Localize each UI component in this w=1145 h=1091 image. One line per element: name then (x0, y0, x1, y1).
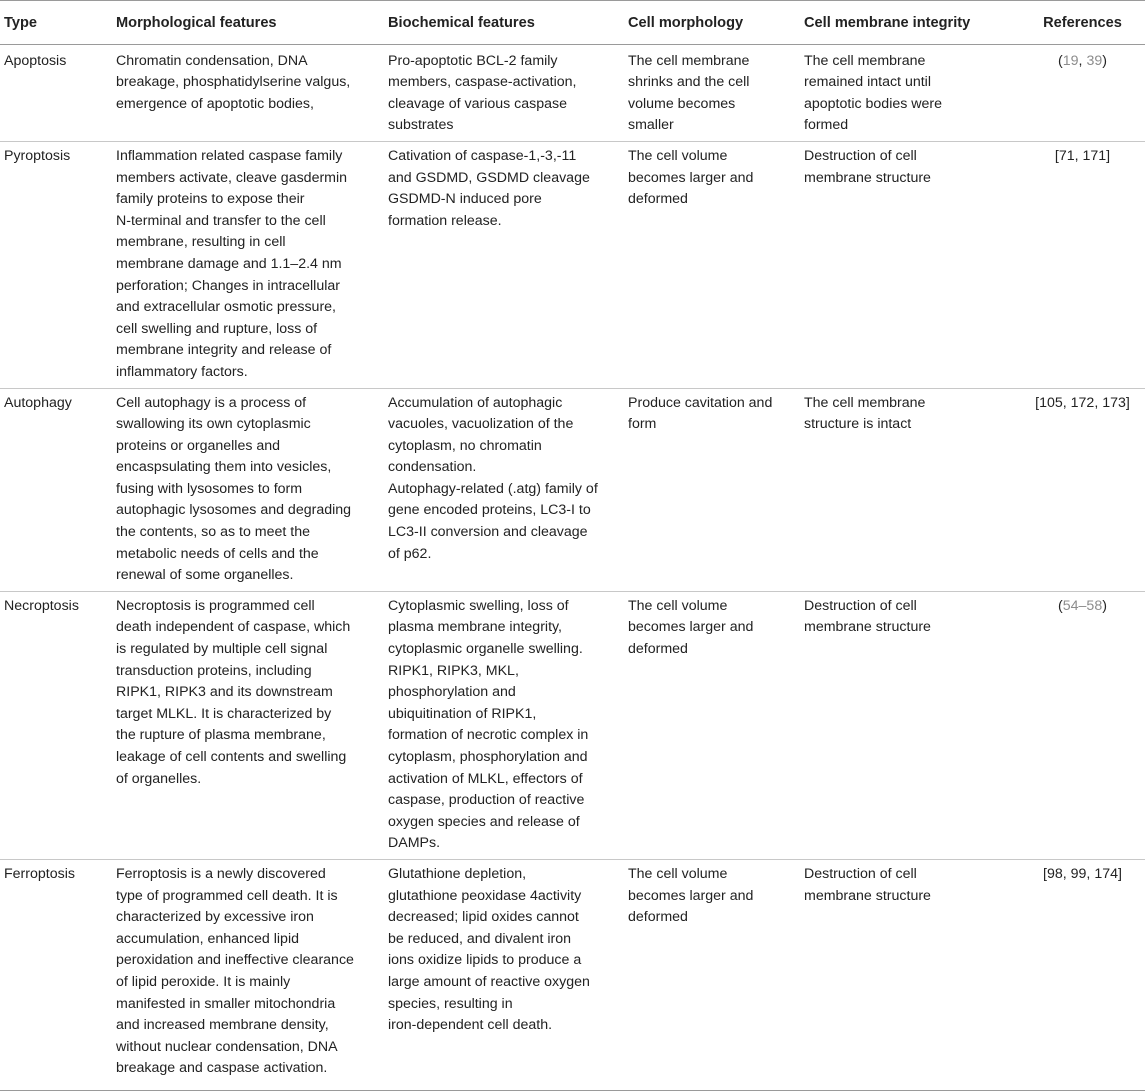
cell-membrane-integrity: Destruction of cell membrane structure (800, 591, 1020, 859)
ref-bracket-close: ) (1102, 597, 1107, 614)
cell-biochemical-features: Accumulation of autophagic vacuoles, vacuolization of the cytoplasm, no chromatin condensation. Autophagy-related (.atg) family of gene encoded proteins, LC3-I to LC3-II conversion and cleavage of p62. (384, 388, 624, 591)
cell-morphological-features: Chromatin condensation, DNA breakage, phosphatidylserine valgus, emergence of apoptotic bodies, (112, 44, 384, 141)
cell-membrane-integrity: Destruction of cell membrane structure (800, 859, 1020, 1090)
header-cell-membrane-integrity: Cell membrane integrity (800, 1, 1020, 45)
cell-references: [98, 99, 174] (1020, 859, 1145, 1090)
cell-biochemical-features: Glutathione depletion, glutathione peoxidase 4activity decreased; lipid oxides cannot be reduced, and divalent iron ions oxidize lipids to produce a large amount of reactive oxygen species, resulting in iron-dependent cell death. (384, 859, 624, 1090)
cell-morphological-features: Ferroptosis is a newly discovered type of programmed cell death. It is characterized by excessive iron accumulation, enhanced lipid peroxidation and ineffective clearance of lipid peroxide. It is mainly manifested in smaller mitochondria and increased membrane density, without nuclear condensation, DNA breakage and caspase activation. (112, 859, 384, 1090)
header-references: References (1020, 1, 1145, 45)
cell-references (1020, 44, 1145, 141)
cell-membrane-integrity: Destruction of cell membrane structure (800, 141, 1020, 388)
cell-cell-morphology: The cell volume becomes larger and deformed (624, 141, 800, 388)
header-row (0, 1, 1145, 45)
cell-references: [71, 171] (1020, 141, 1145, 388)
cell-cell-morphology: The cell membrane shrinks and the cell volume becomes smaller (624, 44, 800, 141)
cell-biochemical-features: Pro-apoptotic BCL-2 family members, caspase-activation, cleavage of various caspase substrates (384, 44, 624, 141)
ref-bracket-close: ) (1102, 52, 1107, 69)
header-morphological-features: Morphological features (112, 1, 384, 45)
cell-type: Autophagy (0, 388, 112, 591)
cell-morphological-features: Inflammation related caspase family members activate, cleave gasdermin family proteins to expose their N-terminal and transfer to the cell membrane, resulting in cell membrane damage and 1.1–2.4 nm perforation; Changes in intracellular and extracellular osmotic pressure, cell swelling and rupture, loss of membrane integrity and release of inflammatory factors. (112, 141, 384, 388)
reference-link[interactable]: 39 (1086, 52, 1103, 69)
ref-bracket-open: ( (1058, 52, 1063, 69)
header-biochemical-features: Biochemical features (384, 1, 624, 45)
cell-morphological-features: Necroptosis is programmed cell death independent of caspase, which is regulated by multiple cell signal transduction proteins, including RIPK1, RIPK3 and its downstream target MLKL. It is characterized by the rupture of plasma membrane, leakage of cell contents and swelling of organelles. (112, 591, 384, 859)
cell-biochemical-features: Cytoplasmic swelling, loss of plasma membrane integrity, cytoplasmic organelle swelling. RIPK1, RIPK3, MKL, phosphorylation and ubiquitination of RIPK1, formation of necrotic complex in cytoplasm, phosphorylation and activation of MLKL, effectors of caspase, production of reactive oxygen species and release of DAMPs. (384, 591, 624, 859)
table-row (0, 591, 1145, 859)
cell-type: Necroptosis (0, 591, 112, 859)
header-type: Type (0, 1, 112, 45)
table-row (0, 44, 1145, 141)
table-body (0, 44, 1145, 1090)
cell-morphological-features: Cell autophagy is a process of swallowing its own cytoplasmic proteins or organelles and encaspsulating them into vesicles, fusing with lysosomes to form autophagic lysosomes and degrading the contents, so as to meet the metabolic needs of cells and the renewal of some organelles. (112, 388, 384, 591)
table-header (0, 1, 1145, 45)
cell-cell-morphology: Produce cavitation and form (624, 388, 800, 591)
cell-type: Ferroptosis (0, 859, 112, 1090)
cell-cell-morphology: The cell volume becomes larger and deformed (624, 591, 800, 859)
table-row (0, 141, 1145, 388)
cell-biochemical-features: Cativation of caspase-1,-3,-11 and GSDMD, GSDMD cleavage GSDMD-N induced pore formation release. (384, 141, 624, 388)
table-row (0, 388, 1145, 591)
cell-references: [105, 172, 173] (1020, 388, 1145, 591)
ref-bracket-open: ( (1058, 597, 1063, 614)
ref-separator: , (1078, 52, 1087, 69)
reference-link[interactable]: 54–58 (1062, 597, 1103, 614)
reference-link[interactable]: 19 (1062, 52, 1079, 69)
header-cell-morphology: Cell morphology (624, 1, 800, 45)
cell-type: Pyroptosis (0, 141, 112, 388)
cell-type: Apoptosis (0, 44, 112, 141)
cell-references (1020, 591, 1145, 859)
cell-cell-morphology: The cell volume becomes larger and deformed (624, 859, 800, 1090)
cell-membrane-integrity: The cell membrane remained intact until apoptotic bodies were formed (800, 44, 1020, 141)
cell-membrane-integrity: The cell membrane structure is intact (800, 388, 1020, 591)
table-row (0, 859, 1145, 1090)
